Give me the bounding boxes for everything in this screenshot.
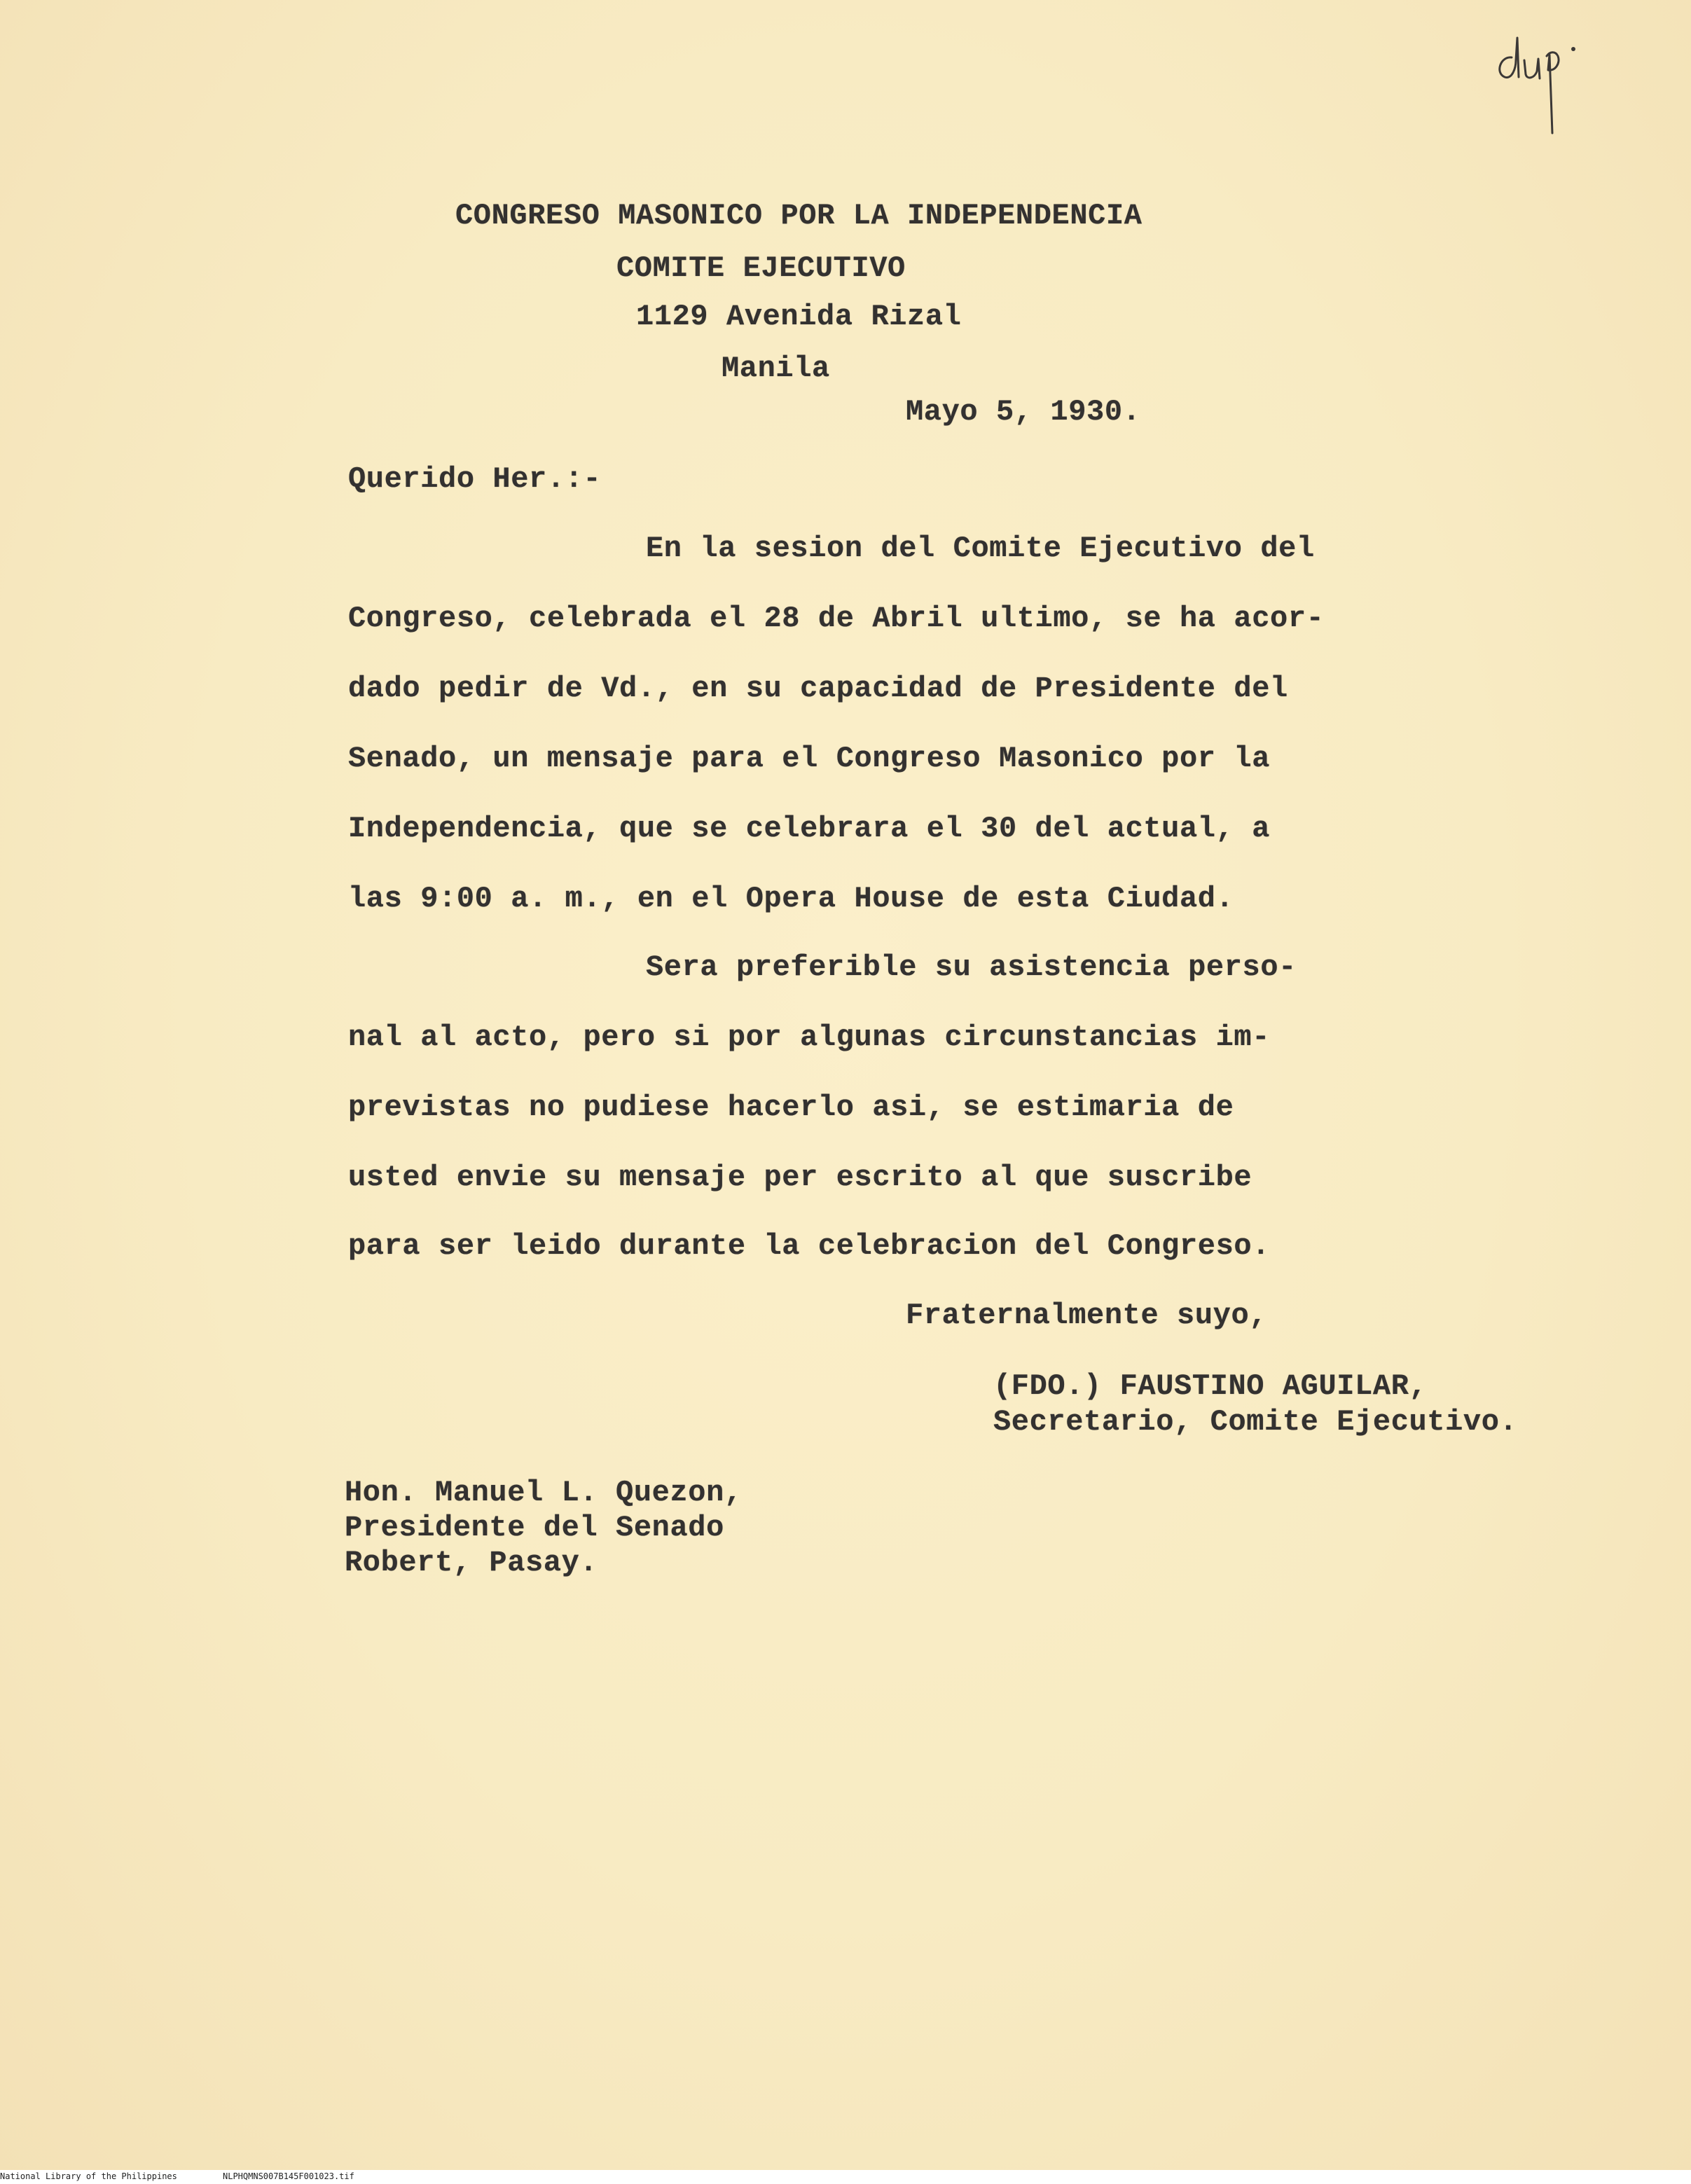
letterhead-organization: CONGRESO MASONICO POR LA INDEPENDENCIA [455,199,1143,233]
handwritten-note [1485,28,1597,140]
paragraph1-line: Independencia, que se celebrara el 30 del actual, a [348,812,1271,845]
salutation: Querido Her.:- [348,462,602,496]
letterhead-city: Manila [722,352,830,385]
signature-title: Secretario, Comite Ejecutivo. [993,1405,1518,1439]
paragraph1-line: Congreso, celebrada el 28 de Abril ultimo, se ha acor- [348,602,1325,635]
letter-date: Mayo 5, 1930. [906,395,1141,429]
paragraph1-line: dado pedir de Vd., en su capacidad de Presidente del [348,672,1288,705]
paragraph2-line: nal al acto, pero si por algunas circunstancias im- [348,1021,1271,1054]
signature-name: (FDO.) FAUSTINO AGUILAR, [993,1369,1428,1403]
footer-library: National Library of the Philippines [0,2171,177,2181]
closing: Fraternalmente suyo, [906,1299,1268,1332]
paragraph1-line: Senado, un mensaje para el Congreso Masonico por la [348,742,1271,775]
recipient-line: Robert, Pasay. [345,1546,598,1580]
paragraph1-line: las 9:00 a. m., en el Opera House de esta Ciudad. [348,882,1234,915]
footer-file-id: NLPHQMNS007B145F001023.tif [223,2171,354,2181]
paragraph2-line: Sera preferible su asistencia perso- [646,951,1297,984]
recipient-line: Hon. Manuel L. Quezon, [345,1476,743,1509]
paragraph1-line: En la sesion del Comite Ejecutivo del [646,532,1315,565]
paragraph2-line: usted envie su mensaje per escrito al que suscribe [348,1161,1252,1194]
paragraph2-line: previstas no pudiese hacerlo asi, se estimaria de [348,1091,1234,1124]
recipient-line: Presidente del Senado [345,1511,724,1544]
letterhead-address: 1129 Avenida Rizal [636,300,962,333]
letterhead-committee: COMITE EJECUTIVO [616,251,906,285]
paragraph2-line: para ser leido durante la celebracion del Congreso. [348,1229,1271,1263]
